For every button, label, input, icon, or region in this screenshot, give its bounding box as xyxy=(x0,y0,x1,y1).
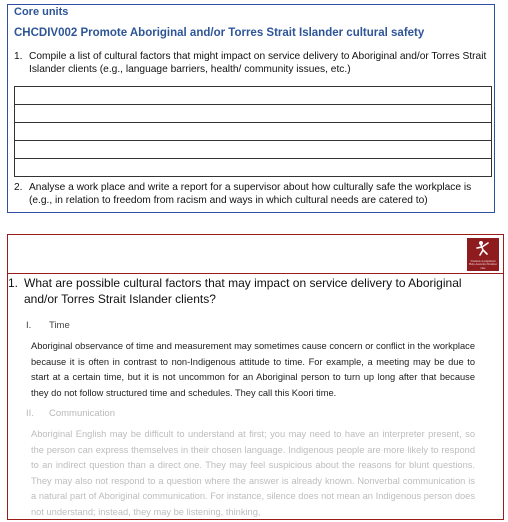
section-heading-time xyxy=(26,320,70,331)
answer-row xyxy=(15,105,492,123)
answer-row xyxy=(15,159,492,177)
section-numeral: I. xyxy=(26,320,32,331)
logo-line-2: Help Australia Number One xyxy=(469,262,497,270)
answer-cell[interactable] xyxy=(15,105,492,123)
answer-row xyxy=(15,123,492,141)
section-label: Core units xyxy=(14,6,69,18)
question-number: 2. xyxy=(14,182,23,193)
question-text: What are possible cultural factors that may impact on service delivery to Aboriginal and/or Torres Strait Islander clients? xyxy=(24,276,462,306)
section-numeral: II. xyxy=(26,408,34,419)
section-paragraph-communication: Aboriginal English may be difficult to understand at first; you may need to have an interpreter present, so the person can express themselves in their chosen language. Indigenous people are more likely to respond to an indirect question than a direct one. They may feel suspicious about the reasons for blunt questions. They may also not respond to a question where the answer is already known. Nonverbal communication is a natural part of Aboriginal communication. For instance, silence does not mean an Indigenous person does not understand; instead, they may be listening, thinking, xyxy=(31,429,475,517)
question-number: 1. xyxy=(14,51,23,62)
answer-excerpt-panel xyxy=(7,234,504,520)
brand-logo xyxy=(467,238,499,271)
header-divider xyxy=(8,273,503,274)
question-text: Analyse a work place and write a report for a supervisor about how culturally safe the workplace is (e.g., in relation to freedom from racism and ways in which cultural needs are catered to) xyxy=(29,182,472,206)
dancer-figure-icon xyxy=(474,240,492,260)
assignment-brief-panel xyxy=(7,4,495,213)
answer-cell[interactable] xyxy=(15,123,492,141)
section-heading-text: Time xyxy=(49,320,70,331)
answer-row xyxy=(15,87,492,105)
brief-question-1 xyxy=(14,50,488,76)
section-heading-communication xyxy=(26,408,115,419)
section-paragraph-time: Aboriginal observance of time and measurement may sometimes cause concern or conflict in the workplace because it is often in contrast to non-Indigenous attitude to time. For example, a meeting may be due to start at a certain time, but it is not uncommon for an Aboriginal person to turn up long after that because they do not follow structured time and schedules. They call this Koori time. xyxy=(31,341,475,398)
answer-question xyxy=(8,275,496,307)
section-heading-text: Communication xyxy=(49,408,115,419)
answer-cell[interactable] xyxy=(15,159,492,177)
answer-table xyxy=(14,86,492,177)
answer-cell[interactable] xyxy=(15,87,492,105)
logo-line-1: Students Assignment xyxy=(470,259,496,263)
answer-row xyxy=(15,141,492,159)
question-text: Compile a list of cultural factors that might impact on service delivery to Aboriginal and/or Torres Strait Islander clients (e.g., language barriers, health/ community issues, etc.) xyxy=(29,51,487,75)
brief-question-2 xyxy=(14,181,488,207)
answer-cell[interactable] xyxy=(15,141,492,159)
unit-title: CHCDIV002 Promote Aboriginal and/or Torres Strait Islander cultural safety xyxy=(14,27,425,39)
question-number: 1. xyxy=(8,276,19,290)
